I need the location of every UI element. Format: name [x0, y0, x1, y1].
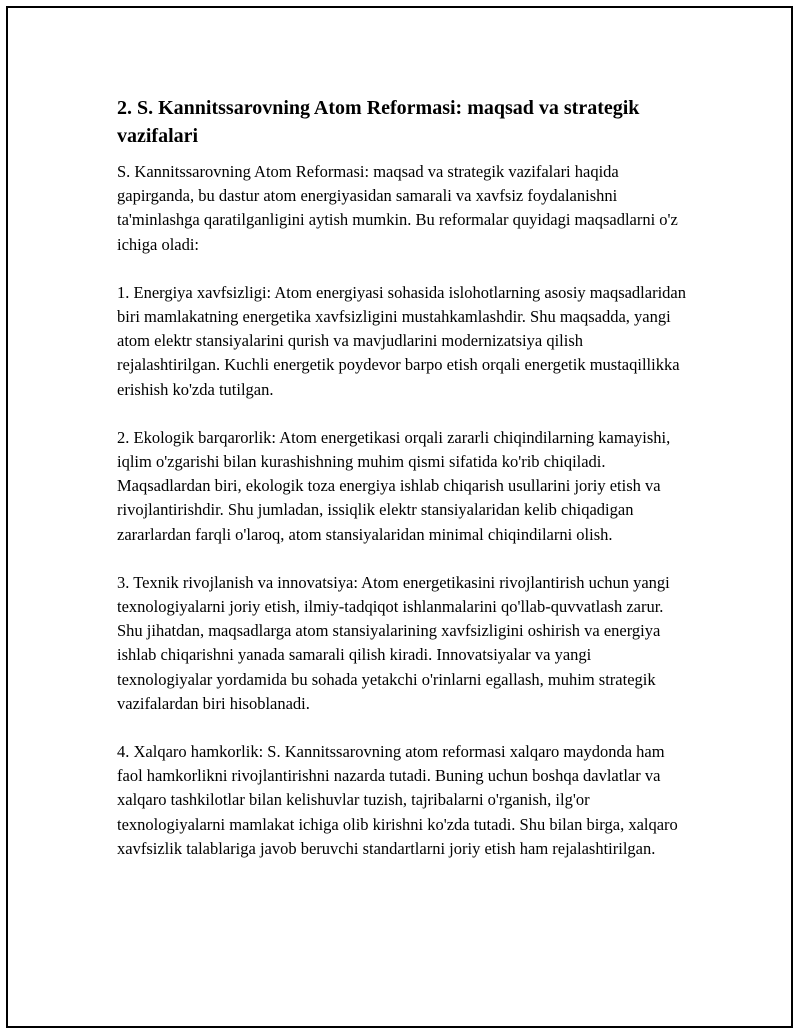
document-body	[117, 94, 687, 861]
paragraph-energy-security: 1. Energiya xavfsizligi: Atom energiyasi sohasida islohotlarning asosiy maqsadlaridan biri mamlakatning energetika xavfsizligini mustahkamlashdir. Shu maqsadda, yangi atom elektr stansiyalarini qurish va mavjudlarini modernizatsiya qilish rejalashtirilgan. Kuchli energetik poydevor barpo etish orqali energetik mustaqillikka erishish ko'zda tutilgan.	[117, 282, 686, 399]
intro-paragraph: S. Kannitssarovning Atom Reformasi: maqsad va strategik vazifalari haqida gapirganda, bu dastur atom energiyasidan samarali va xavfsiz foydalanishni ta'minlashga qaratilganligini aytish mumkin. Bu reformalar quyidagi maqsadlarni o'z ichiga oladi:	[117, 162, 678, 254]
paragraph-technical-development: 3. Texnik rivojlanish va innovatsiya: Atom energetikasini rivojlantirish uchun yangi texnologiyalarni joriy etish, ilmiy-tadqiqot ishlanmalarini qo'llab-quvvatlash zarur. Shu jihatdan, maqsadlarga atom stansiyalarining xavfsizligini oshirish va energiya ishlab chiqarishni yanada samarali qilish kiradi. Innovatsiyalar va yangi texnologiyalar yordamida bu sohada yetakchi o'rinlarni egallash, muhim strategik vazifalardan biri hisoblanadi.	[117, 572, 670, 713]
section-heading: 2. S. Kannitssarovning Atom Reformasi: maqsad va strategik vazifalari	[117, 97, 640, 147]
paragraph-international-cooperation: 4. Xalqaro hamkorlik: S. Kannitssarovning atom reformasi xalqaro maydonda ham faol hamkorlikni rivojlantirishni nazarda tutadi. Buning uchun boshqa davlatlar va xalqaro tashkilotlar bilan kelishuvlar tuzish, tajribalarni o'rganish, ilg'or texnologiyalarni mamlakat ichiga olib kirishni ko'zda tutadi. Shu bilan birga, xalqaro xavfsizlik talablariga javob beruvchi standartlarni joriy etish ham rejalashtirilgan.	[117, 742, 678, 858]
paragraph-ecological-sustainability: 2. Ekologik barqarorlik: Atom energetikasi orqali zararli chiqindilarning kamayishi, iqlim o'zgarishi bilan kurashishning muhim qismi sifatida ko'rib chiqiladi. Maqsadlardan biri, ekologik toza energiya ishlab chiqarish usullarini joriy etish va rivojlantirishdir. Shu jumladan, issiqlik elektr stansiyalaridan kelib chiqadigan zararlardan farqli o'laroq, atom stansiyalaridan minimal chiqindilarni olish.	[117, 427, 671, 544]
